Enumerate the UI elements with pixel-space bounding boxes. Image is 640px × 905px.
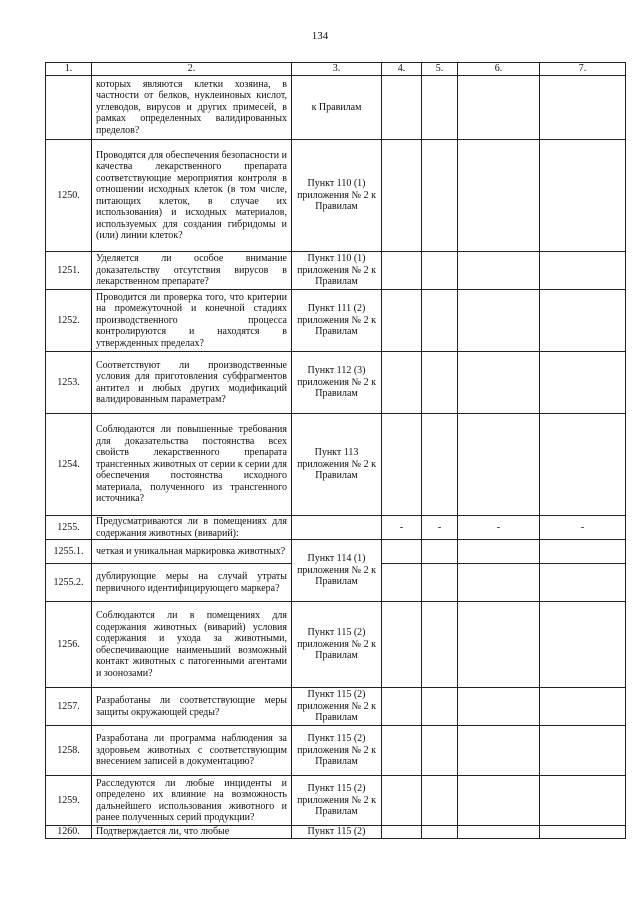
column-header-2: 2. xyxy=(92,63,292,76)
requirement-question: Разработана ли программа наблюдения за здоровьем животных с соответствующим внесением записей в документацию? xyxy=(92,726,292,776)
answer-cell-5 xyxy=(422,826,458,839)
table-row xyxy=(46,726,626,776)
answer-cell-6 xyxy=(458,564,540,602)
requirement-question: которых являются клетки хозяина, в частности от белков, нуклеиновых кислот, углеводов, вирусов и других примесей, в рамках определенных валидированных пределов? xyxy=(92,76,292,140)
table-row xyxy=(46,776,626,826)
answer-cell-5 xyxy=(422,76,458,140)
answer-cell-6 xyxy=(458,602,540,688)
answer-cell-7 xyxy=(540,776,626,826)
answer-cell-7 xyxy=(540,688,626,726)
legal-reference: Пункт 112 (3) приложения № 2 к Правилам xyxy=(292,352,382,414)
answer-cell-5 xyxy=(422,252,458,290)
reference-cell xyxy=(292,516,382,540)
row-number: 1257. xyxy=(46,688,92,726)
answer-cell-6 xyxy=(458,776,540,826)
column-header-3: 3. xyxy=(292,63,382,76)
requirement-question: Соответствуют ли производственные условия для приготовления субфрагментов антител и любых других модификаций валидированным параметрам? xyxy=(92,352,292,414)
answer-cell-7 xyxy=(540,826,626,839)
requirement-question: Подтверждается ли, что любые xyxy=(92,826,292,839)
answer-dash-5: - xyxy=(422,516,458,540)
row-number: 1250. xyxy=(46,140,92,252)
answer-cell-7 xyxy=(540,140,626,252)
legal-reference: Пункт 115 (2) приложения № 2 к Правилам xyxy=(292,602,382,688)
answer-cell-4 xyxy=(382,252,422,290)
answer-cell-6 xyxy=(458,414,540,516)
answer-cell-5 xyxy=(422,688,458,726)
requirement-question: Проводятся для обеспечения безопасности и качества лекарственного препарата соответствующие мероприятия контроля в отношении исходных клеток (в том числе, питающих клеток, в случае их использования) и исходных материалов, используемых для создания гибридомы и (или) линии клеток? xyxy=(92,140,292,252)
requirement-question: Предусматриваются ли в помещениях для содержания животных (виварий): xyxy=(92,516,292,540)
row-number: 1254. xyxy=(46,414,92,516)
answer-cell-4 xyxy=(382,140,422,252)
answer-cell-5 xyxy=(422,602,458,688)
answer-cell-6 xyxy=(458,290,540,352)
row-number: 1251. xyxy=(46,252,92,290)
requirement-question: Расследуются ли любые инциденты и определено их влияние на возможность дальнейшего использования животного и ранее полученных серий продукции? xyxy=(92,776,292,826)
answer-cell-6 xyxy=(458,726,540,776)
requirement-question: Соблюдаются ли в помещениях для содержания животных (виварий) условия содержания и ухода за животными, обеспечивающие наименьший возможный контакт животных с патогенными агентами и зоонозами? xyxy=(92,602,292,688)
legal-reference: Пункт 113 приложения № 2 к Правилам xyxy=(292,414,382,516)
table-row xyxy=(46,602,626,688)
page-number: 134 xyxy=(311,30,329,42)
legal-reference: Пункт 115 (2) приложения № 2 к Правилам xyxy=(292,776,382,826)
answer-cell-6 xyxy=(458,826,540,839)
answer-cell-6 xyxy=(458,688,540,726)
requirement-question: Соблюдаются ли повышенные требования для доказательства постоянства всех свойств лекарственного препарата трансгенных животных от серии к серии для обеспечения постоянства исходного материала, полученного из трансгенного источника? xyxy=(92,414,292,516)
row-number: 1255.1. xyxy=(46,540,92,564)
answer-dash-7: - xyxy=(540,516,626,540)
column-header-7: 7. xyxy=(540,63,626,76)
table-row xyxy=(46,252,626,290)
answer-cell-4 xyxy=(382,414,422,516)
requirement-question: дублирующие меры на случай утраты первичного идентифицирующего маркера? xyxy=(92,564,292,602)
answer-dash-6: - xyxy=(458,516,540,540)
answer-cell-4 xyxy=(382,540,422,564)
column-header-6: 6. xyxy=(458,63,540,76)
answer-cell-4 xyxy=(382,826,422,839)
legal-reference: Пункт 114 (1) приложения № 2 к Правилам xyxy=(292,540,382,602)
answer-cell-7 xyxy=(540,252,626,290)
legal-reference: к Правилам xyxy=(292,76,382,140)
table-row xyxy=(46,688,626,726)
table-row xyxy=(46,540,626,564)
answer-cell-4 xyxy=(382,688,422,726)
answer-cell-6 xyxy=(458,76,540,140)
answer-cell-5 xyxy=(422,352,458,414)
table-body xyxy=(46,76,626,839)
legal-reference: Пункт 111 (2) приложения № 2 к Правилам xyxy=(292,290,382,352)
legal-reference: Пункт 115 (2) приложения № 2 к Правилам xyxy=(292,688,382,726)
checklist-table xyxy=(45,62,626,839)
answer-cell-4 xyxy=(382,76,422,140)
answer-cell-4 xyxy=(382,290,422,352)
row-number: 1260. xyxy=(46,826,92,839)
requirement-question: Уделяется ли особое внимание доказательству отсутствия вирусов в лекарственном препарате? xyxy=(92,252,292,290)
answer-dash-4: - xyxy=(382,516,422,540)
legal-reference: Пункт 110 (1) приложения № 2 к Правилам xyxy=(292,252,382,290)
table-row xyxy=(46,352,626,414)
table-header-row xyxy=(46,63,626,76)
answer-cell-4 xyxy=(382,602,422,688)
table-row xyxy=(46,140,626,252)
table-row xyxy=(46,76,626,140)
column-header-5: 5. xyxy=(422,63,458,76)
answer-cell-5 xyxy=(422,776,458,826)
answer-cell-5 xyxy=(422,540,458,564)
answer-cell-6 xyxy=(458,252,540,290)
legal-reference: Пункт 110 (1) приложения № 2 к Правилам xyxy=(292,140,382,252)
requirement-question: четкая и уникальная маркировка животных? xyxy=(92,540,292,564)
column-header-4: 4. xyxy=(382,63,422,76)
answer-cell-7 xyxy=(540,726,626,776)
row-number: 1258. xyxy=(46,726,92,776)
answer-cell-6 xyxy=(458,540,540,564)
answer-cell-7 xyxy=(540,564,626,602)
answer-cell-4 xyxy=(382,352,422,414)
answer-cell-4 xyxy=(382,776,422,826)
answer-cell-7 xyxy=(540,290,626,352)
row-number: 1256. xyxy=(46,602,92,688)
answer-cell-7 xyxy=(540,352,626,414)
legal-reference: Пункт 115 (2) приложения № 2 к Правилам xyxy=(292,726,382,776)
answer-cell-5 xyxy=(422,726,458,776)
answer-cell-7 xyxy=(540,602,626,688)
row-number xyxy=(46,76,92,140)
answer-cell-5 xyxy=(422,290,458,352)
row-number: 1259. xyxy=(46,776,92,826)
table-row xyxy=(46,826,626,839)
column-header-1: 1. xyxy=(46,63,92,76)
answer-cell-7 xyxy=(540,540,626,564)
answer-cell-6 xyxy=(458,140,540,252)
answer-cell-6 xyxy=(458,352,540,414)
row-number: 1253. xyxy=(46,352,92,414)
row-number: 1255. xyxy=(46,516,92,540)
answer-cell-7 xyxy=(540,414,626,516)
answer-cell-5 xyxy=(422,140,458,252)
legal-reference: Пункт 115 (2) xyxy=(292,826,382,839)
table-row xyxy=(46,290,626,352)
answer-cell-5 xyxy=(422,414,458,516)
requirement-question: Разработаны ли соответствующие меры защиты окружающей среды? xyxy=(92,688,292,726)
answer-cell-5 xyxy=(422,564,458,602)
requirement-question: Проводится ли проверка того, что критерии на промежуточной и конечной стадиях производственного процесса контролируются и находятся в утвержденных пределах? xyxy=(92,290,292,352)
table-row xyxy=(46,516,626,540)
row-number: 1255.2. xyxy=(46,564,92,602)
answer-cell-4 xyxy=(382,726,422,776)
row-number: 1252. xyxy=(46,290,92,352)
answer-cell-4 xyxy=(382,564,422,602)
answer-cell-7 xyxy=(540,76,626,140)
table-row xyxy=(46,414,626,516)
